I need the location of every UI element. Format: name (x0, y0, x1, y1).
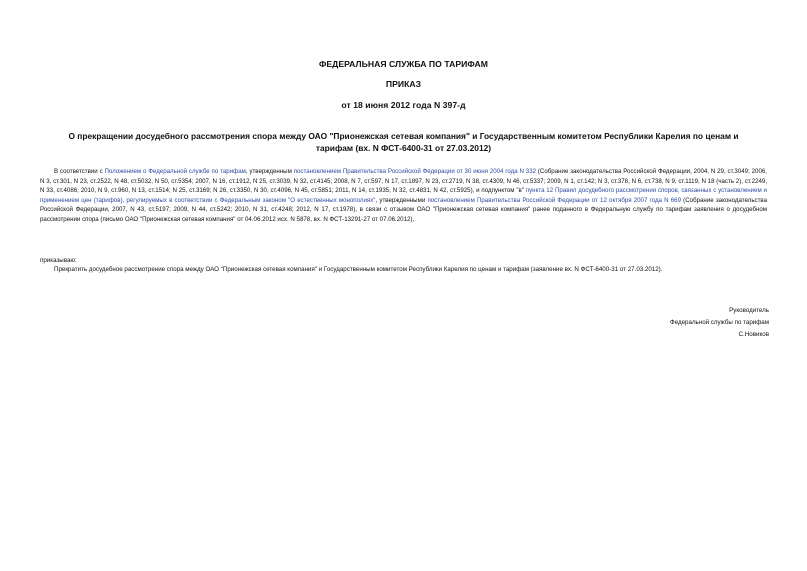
signature-title-1: Руководитель (729, 307, 769, 314)
link-rules-item-12[interactable]: пункта 12 Правил досудебного рассмотрения споров, связанных с установлением и применением цен (тарифов), регулируемых в соответствии с Федеральным законом "О естественных монополиях" (40, 187, 767, 204)
signature-name: С.Новиков (738, 331, 769, 338)
order-text: Прекратить досудебное рассмотрение спора между ОАО "Прионежская сетевая компания" и Государственным комитетом Республики Карелия по ценам и тарифам (заявление вх. N ФСТ-6400-31 от 27.03.2012). (54, 266, 663, 273)
order-word: приказываю: (40, 257, 77, 264)
body-text-1: В соответствии с (54, 168, 105, 175)
body-text-5: (Собрание законодательства Российской Федерации, 2007, N 43, ст.5197; 2009, N 44, ст.5242; 2010, N 31, ст.4248; 2012, N 17, ст.1978), в связи с отзывом ОАО "Прионежская сетевая компания" ранее поданного в Федеральную службу по тарифам заявления о досудебном рассмотрении спора (письмо ОАО "Прионежская сетевая компания" от 04.06.2012 исх. N 5878, вх. N ФСТ-13291-27 от 07.06.2012), (40, 196, 768, 223)
link-government-decree-669[interactable]: постановлением Правительства Российской Федерации от 12 октября 2007 года N 669 (427, 196, 681, 204)
subject-line-2: тарифам (вх. N ФСТ-6400-31 от 27.03.2012) (315, 143, 492, 153)
agency-title: ФЕДЕРАЛЬНАЯ СЛУЖБА ПО ТАРИФАМ (319, 59, 488, 69)
subject-line-1: О прекращении досудебного рассмотрения спора между ОАО "Прионежская сетевая компания" и Государственным комитетом Республики Карелия по ценам и (68, 131, 739, 141)
document-type: ПРИКАЗ (385, 79, 422, 89)
body-text-2: , утвержденным (245, 168, 294, 175)
document-subject (40, 130, 767, 154)
link-regulation-fst[interactable]: Положением о Федеральной службе по тарифам (104, 168, 246, 175)
preamble-paragraph (40, 167, 767, 225)
document-date-number: от 18 июня 2012 года N 397-д (341, 100, 466, 110)
signature-block (670, 305, 769, 341)
signature-title-2: Федеральной службы по тарифам (670, 319, 769, 326)
body-text-4: , утвержденными (375, 196, 428, 204)
body-text-3: (Собрание законодательства Российской Федерации, 2004, N 29, ст.3049; 2006, N 3, ст.301, N 23, ст.2522, N 48, ст.5032, N 50, ст.5354; 2007, N 16, ст.1912, N 25, ст.3039, N 32, ст.4145; 2008, N 7, ст.597, N 17, ст.1897, N 23, ст.2719, N 38, ст.4309, N 46, ст.5337; 2009, N 1, ст.142; N 3, ст.378, N 6, ст.738, N 9, ст.1119, N 18 (часть 2), ст.2249, N 33, ст.4086; 2010, N 9, ст.960, N 13, ст.1514; N 25, ст.3169; N 26, ст.3350, N 30, ст.4096, N 45, ст.5851; 2011, N 14, ст.1935, N 32, ст.4831, N 42, ст.5925), и подпунктом "в" (40, 168, 767, 195)
link-government-decree-332[interactable]: постановлением Правительства Российской Федерации от 30 июня 2004 года N 332 (293, 168, 537, 175)
